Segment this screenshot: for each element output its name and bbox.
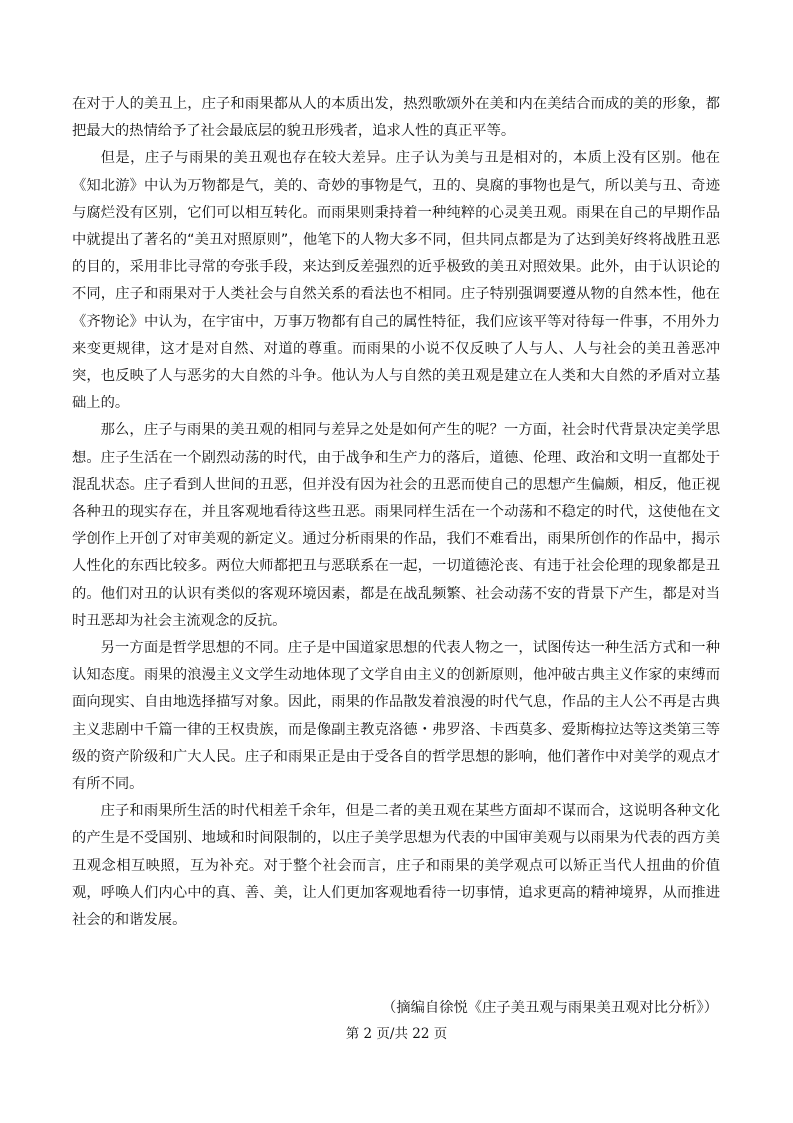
paragraph-3: 那么，庄子与雨果的美丑观的相同与差异之处是如何产生的呢？一方面，社会时代背景决定美学思想。庄子生活在一个剧烈动荡的时代，由于战争和生产力的落后，道德、伦理、政治和文明一直都处于混乱状态。庄子看到人世间的丑恶，但并没有因为社会的丑恶而使自己的思想产生偏颇，相反，他正视各种丑的现实存在，并且客观地看待这些丑恶。雨果同样生活在一个动荡和不稳定的时代，这使他在文学创作上开创了对审美观的新定义。通过分析雨果的作品，我们不难看出，雨果所创作的作品中，揭示人性化的东西比较多。两位大师都把丑与恶联系在一起，一切道德沦丧、有违于社会伦理的现象都是丑的。他们对丑的认识有类似的客观环境因素，都是在战乱频繁、社会动荡不安的背景下产生，都是对当时丑恶却为社会主流观念的反抗。	[72, 422, 720, 629]
paragraph-4: 另一方面是哲学思想的不同。庄子是中国道家思想的代表人物之一，试图传达一种生活方式和一种认知态度。雨果的浪漫主义文学生动地体现了文学自由主义的创新原则，他冲破古典主义作家的束缚而面向现实、自由地选择描写对象。因此，雨果的作品散发着浪漫的时代气息，作品的主人公不再是古典主义悲剧中千篇一律的王权贵族，而是像副主教克洛德・弗罗洛、卡西莫多、爱斯梅拉达等这类第三等级的资产阶级和广大人民。庄子和雨果正是由于受各自的哲学思想的影响，他们著作中对美学的观点才有所不同。	[72, 640, 720, 793]
paragraph-2: 但是，庄子与雨果的美丑观也存在较大差异。庄子认为美与丑是相对的，本质上没有区别。他在《知北游》中认为万物都是气，美的、奇妙的事物是气，丑的、臭腐的事物也是气，所以美与丑、奇迹与腐烂没有区别，它们可以相互转化。而雨果则秉持着一种纯粹的心灵美丑观。雨果在自己的早期作品中就提出了著名的“美丑对照原则”，他笔下的人物大多不同，但共同点都是为了达到美好终将战胜丑恶的目的，采用非比寻常的夸张手段，来达到反差强烈的近乎极致的美丑对照效果。此外，由于认识论的不同，庄子和雨果对于人类社会与自然关系的看法也不相同。庄子特别强调要遵从物的自然本性，他在《齐物论》中认为，在宇宙中，万事万物都有自己的属性特征，我们应该平等对待每一件事，不用外力来变更规律，这才是对自然、对道的尊重。而雨果的小说不仅反映了人与人、人与社会的美丑善恶冲突，也反映了人与恶劣的大自然的斗争。他认为人与自然的美丑观是建立在人类和大自然的矛盾对立基础上的。	[72, 150, 720, 412]
paragraph-1: 在对于人的美丑上，庄子和雨果都从人的本质出发，热烈歌颂外在美和内在美结合而成的美的形象，都把最大的热情给予了社会最底层的貌丑形残者，追求人性的真正平等。	[72, 96, 720, 140]
paragraph-5: 庄子和雨果所生活的时代相差千余年，但是二者的美丑观在某些方面却不谋而合，这说明各种文化的产生是不受国别、地域和时间限制的，以庄子美学思想为代表的中国审美观与以雨果为代表的西方美丑观念相互映照，互为补充。对于整个社会而言，庄子和雨果的美学观点可以矫正当代人扭曲的价值观，呼唤人们内心中的真、善、美，让人们更加客观地看待一切事情，追求更高的精神境界，从而推进社会的和谐发展。	[72, 803, 720, 929]
source-citation: （摘编自徐悦《庄子美丑观与雨果美丑观对比分析》）	[382, 1000, 718, 1016]
page-number-footer: 第 2 页/共 22 页	[345, 1026, 448, 1042]
article-body	[72, 91, 720, 934]
